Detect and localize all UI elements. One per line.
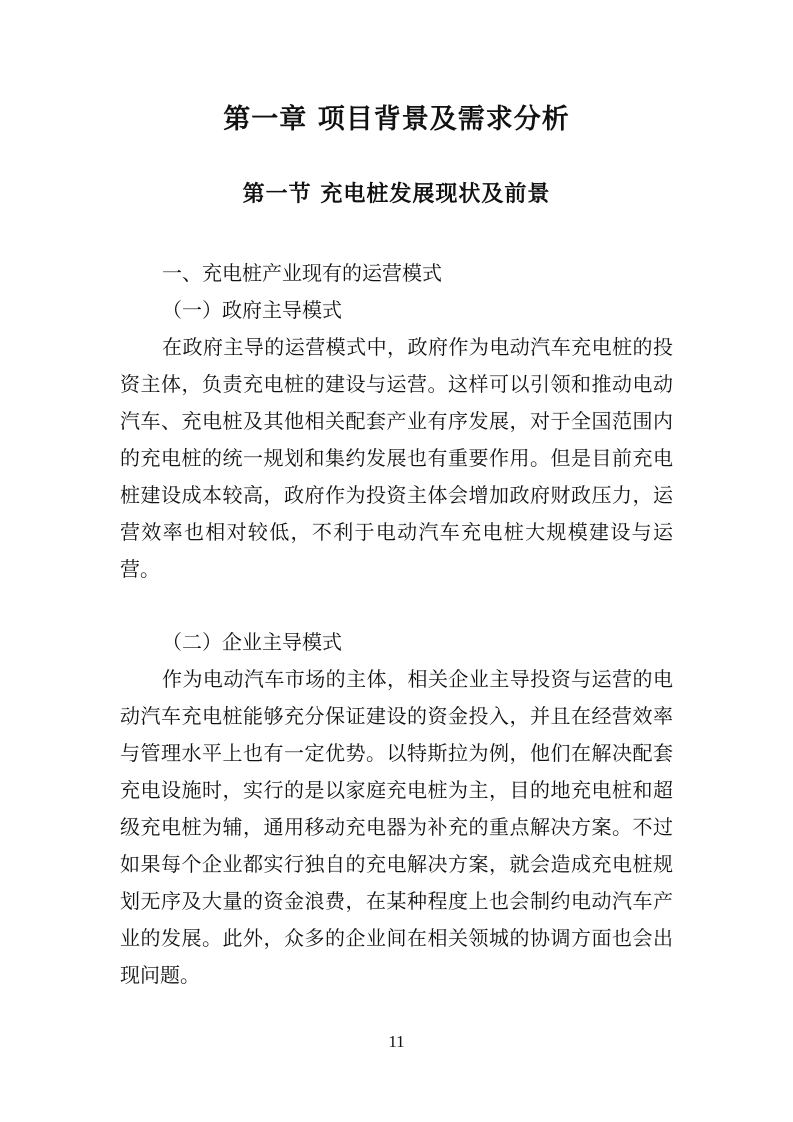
- paragraph-government-led: 在政府主导的运营模式中，政府作为电动汽车充电桩的投资主体，负责充电桩的建设与运营。这样可以引领和推动电动汽车、充电桩及其他相关配套产业有序发展，对于全国范围内的充电桩的统一规划和集约发展也有重要作用。但是目前充电桩建设成本较高，政府作为投资主体会增加政府财政压力，运营效率也相对较低，不利于电动汽车充电桩大规模建设与运营。: [120, 335, 673, 581]
- sub-heading-government-led: （一）政府主导模式: [162, 298, 342, 322]
- heading-operating-models: 一、充电桩产业现有的运营模式: [162, 261, 442, 285]
- page-number: 11: [388, 1032, 405, 1051]
- sub-heading-enterprise-led: （二）企业主导模式: [162, 630, 342, 654]
- paragraph-enterprise-led: 作为电动汽车市场的主体，相关企业主导投资与运营的电动汽车充电桩能够充分保证建设的资金投入，并且在经营效率与管理水平上也有一定优势。以特斯拉为例，他们在解决配套充电设施时，实行的是以家庭充电桩为主，目的地充电桩和超级充电桩为辅，通用移动充电器为补充的重点解决方案。不过如果每个企业都实行独自的充电解决方案，就会造成充电桩规划无序及大量的资金浪费，在某种程度上也会制约电动汽车产业的发展。此外，众多的企业间在相关领城的协调方面也会出现问题。: [120, 667, 673, 987]
- body-block-enterprise: [120, 624, 673, 994]
- section-title: 第一节 充电桩发展现状及前景: [242, 181, 551, 207]
- body-block-government: [120, 255, 673, 588]
- chapter-title: 第一章 项目背景及需求分析: [223, 104, 570, 135]
